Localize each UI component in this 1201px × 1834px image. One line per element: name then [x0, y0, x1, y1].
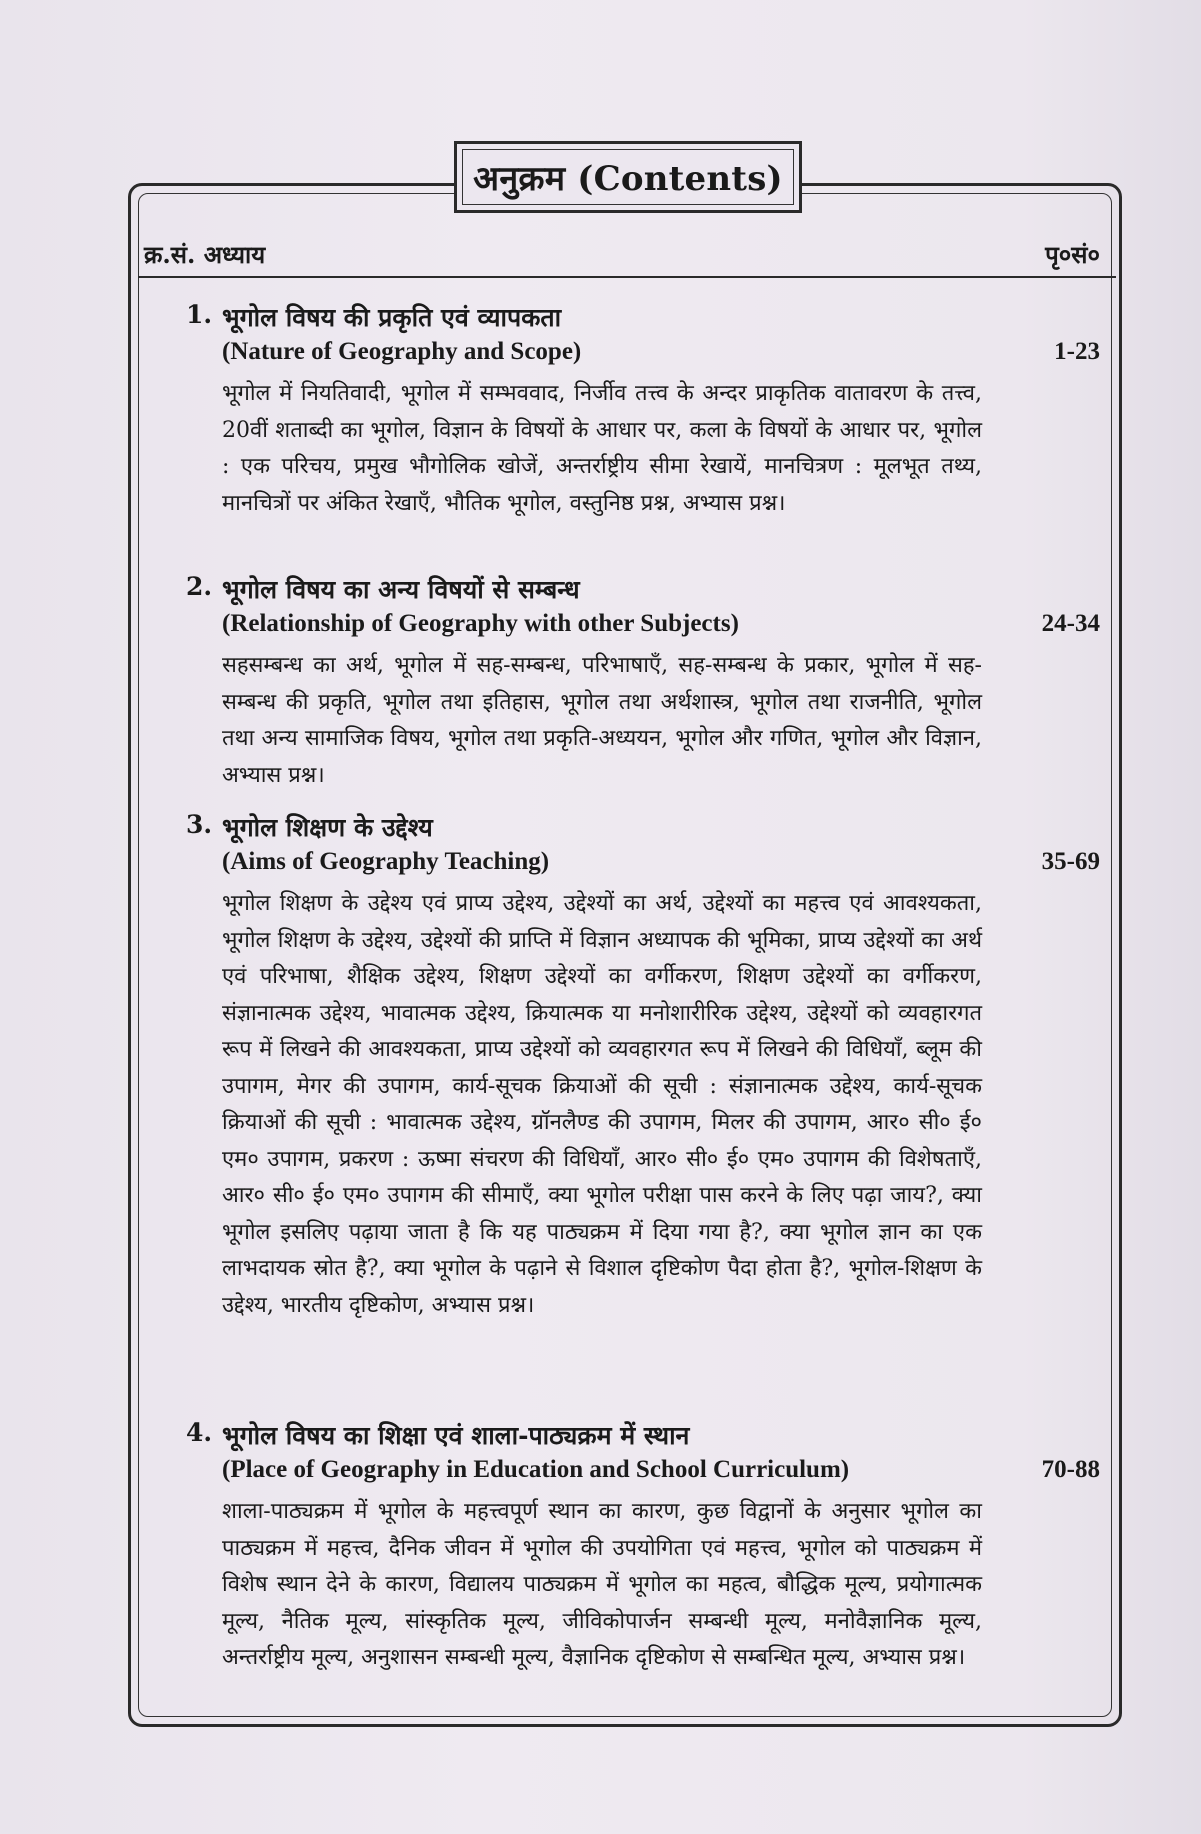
chapter-pages: 70-88 — [1041, 1456, 1100, 1483]
chapter-english-title: (Aims of Geography Teaching) — [222, 848, 550, 875]
chapter-description: सहसम्बन्ध का अर्थ, भूगोल में सह-सम्बन्ध, परिभाषाएँ, सह-सम्बन्ध के प्रकार, भूगोल में सह-सम्बन्ध की प्रकृति, भूगोल तथा इतिहास, भूगोल तथा अर्थशास्त्र, भूगोल तथा राजनीति, भूगोल तथा अन्य सामाजिक विषय, भूगोल तथा प्रकृति-अध्ययन, भूगोल और गणित, भूगोल और विज्ञान, अभ्यास प्रश्न। — [222, 653, 982, 788]
chapter-hindi-title: भूगोल विषय की प्रकृति एवं व्यापकता — [222, 303, 562, 332]
header-page-label: पृ०सं० — [1045, 240, 1100, 269]
contents-title: अनुक्रम (Contents) — [473, 159, 783, 199]
chapter-number: 2. — [186, 572, 213, 601]
chapter-description: भूगोल शिक्षण के उद्देश्य एवं प्राप्य उद्देश्य, उद्देश्यों का अर्थ, उद्देश्यों का महत्त्व एवं आवश्यकता, भूगोल शिक्षण के उद्देश्य, उद्देश्यों की प्राप्ति में विज्ञान अध्यापक की भूमिका, प्राप्य उद्देश्यों का अर्थ एवं परिभाषा, शैक्षिक उद्देश्य, शिक्षण उद्देश्यों का वर्गीकरण, शिक्षण उद्देश्यों का वर्गीकरण, संज्ञानात्मक उद्देश्य, भावात्मक उद्देश्य, क्रियात्मक या मनोशारीरिक उद्देश्य, उद्देश्यों को व्यवहारगत रूप में लिखने की आवश्यकता, प्राप्य उद्देश्यों को व्यवहारगत रूप में लिखने की विधियाँ, ब्लूम की उपागम, मेगर की उपागम, कार्य-सूचक क्रियाओं की सूची : संज्ञानात्मक उद्देश्य, कार्य-सूचक क्रियाओं की सूची : भावात्मक उद्देश्य, ग्रॉनलैण्ड की उपागम, मिलर की उपागम, आर० सी० ई० एम० उपागम, प्रकरण : ऊष्मा संचरण की विधियाँ, आर० सी० ई० एम० उपागम की विशेषताएँ, आर० सी० ई० एम० उपागम की सीमाएँ, क्या भूगोल परीक्षा पास करने के लिए पढ़ा जाय?, क्या भूगोल इसलिए पढ़ाया जाता है कि यह पाठ्यक्रम में दिया गया है?, क्या भूगोल ज्ञान का एक लाभदायक स्रोत है?, क्या भूगोल के पढ़ाने से विशाल दृष्टिकोण पैदा होता है?, भूगोल-शिक्षण के उद्देश्य, भारतीय दृष्टिकोण, अभ्यास प्रश्न। — [222, 891, 982, 1318]
chapter-hindi-title: भूगोल शिक्षण के उद्देश्य — [222, 813, 433, 842]
chapter-hindi-title: भूगोल विषय का अन्य विषयों से सम्बन्ध — [222, 575, 580, 604]
chapter-pages: 1-23 — [1054, 338, 1100, 365]
chapter-description: भूगोल में नियतिवादी, भूगोल में सम्भववाद, निर्जीव तत्त्व के अन्दर प्राकृतिक वातावरण के तत्त्व, 20वीं शताब्दी का भूगोल, विज्ञान के विषयों के आधार पर, कला के विषयों के आधार पर, भूगोल : एक परिचय, प्रमुख भौगोलिक खोजें, अन्तर्राष्ट्रीय सीमा रेखायें, मानचित्रण : मूलभूत तथ्य, मानचित्रों पर अंकित रेखाएँ, भौतिक भूगोल, वस्तुनिष्ठ प्रश्न, अभ्यास प्रश्न। — [222, 381, 982, 516]
contents-title-box — [454, 141, 802, 213]
header-chapter-label: क्र.सं. अध्याय — [144, 240, 266, 269]
chapter-pages: 35-69 — [1041, 848, 1100, 875]
chapter-number: 1. — [186, 300, 213, 329]
chapter-pages: 24-34 — [1041, 610, 1100, 637]
header-divider — [138, 276, 1116, 278]
chapter-english-title: (Nature of Geography and Scope) — [222, 338, 582, 365]
chapter-english-title: (Place of Geography in Education and School Curriculum) — [222, 1456, 850, 1483]
chapter-english-title: (Relationship of Geography with other Subjects) — [222, 610, 739, 637]
chapter-number: 3. — [186, 810, 213, 839]
chapter-hindi-title: भूगोल विषय का शिक्षा एवं शाला-पाठ्यक्रम में स्थान — [222, 1421, 690, 1450]
chapter-number: 4. — [186, 1418, 213, 1447]
chapter-description: शाला-पाठ्यक्रम में भूगोल के महत्त्वपूर्ण स्थान का कारण, कुछ विद्वानों के अनुसार भूगोल का पाठ्यक्रम में महत्त्व, दैनिक जीवन में भूगोल की उपयोगिता एवं महत्त्व, भूगोल को पाठ्यक्रम में विशेष स्थान देने के कारण, विद्यालय पाठ्यक्रम में भूगोल का महत्व, बौद्धिक मूल्य, प्रयोगात्मक मूल्य, नैतिक मूल्य, सांस्कृतिक मूल्य, जीविकोपार्जन सम्बन्धी मूल्य, मनोवैज्ञानिक मूल्य, अन्तर्राष्ट्रीय मूल्य, अनुशासन सम्बन्धी मूल्य, वैज्ञानिक दृष्टिकोण से सम्बन्धित मूल्य, अभ्यास प्रश्न। — [222, 1499, 982, 1670]
